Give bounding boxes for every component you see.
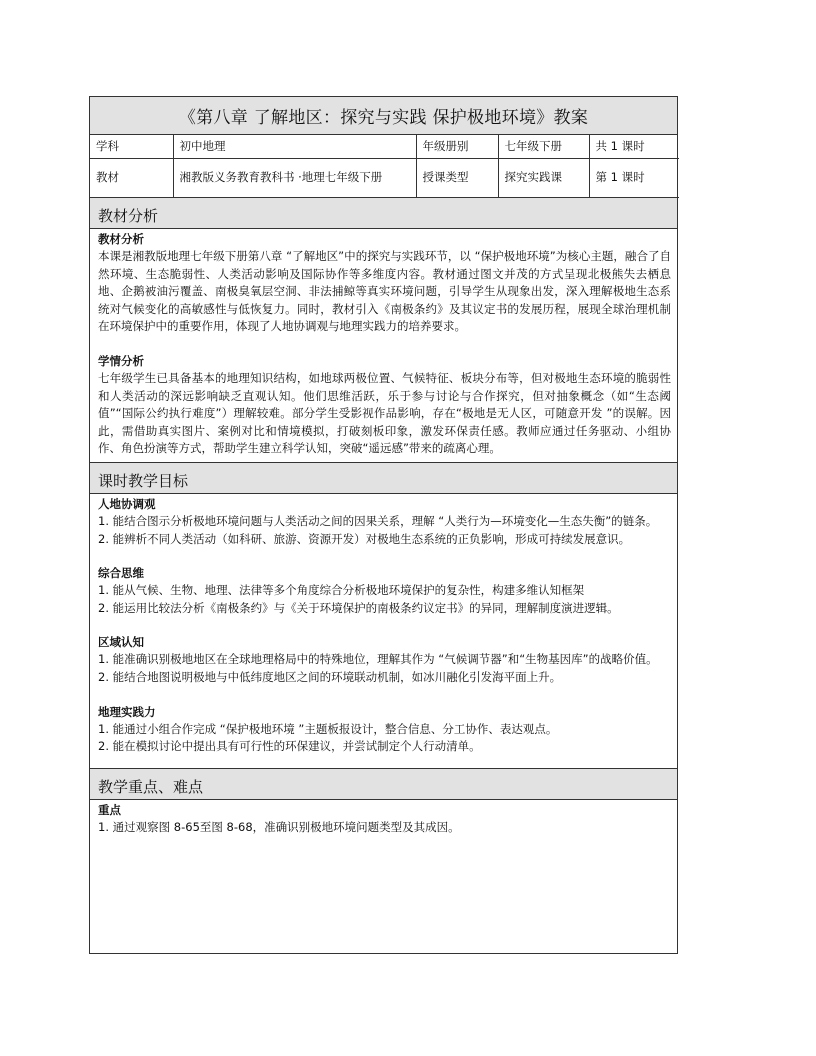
lesson-type-label: 授课类型 xyxy=(416,159,498,198)
goal-item: 1. 能通过小组合作完成 “保护极地环境 ”主题板报设计，整合信息、分工协作、表达观点。 xyxy=(98,721,558,736)
subheading: 教材分析 xyxy=(98,232,144,246)
goal-item: 1. 能准确识别极地地区在全球地理格局中的特殊地位，理解其作为 “气候调节器”和“生物基因库”的战略价值。 xyxy=(98,652,658,667)
current-period: 第 1 课时 xyxy=(589,159,679,198)
teaching-goals-section xyxy=(90,463,677,769)
lesson-plan-table xyxy=(89,96,678,954)
grade-label: 年级册别 xyxy=(416,135,498,159)
subject-value: 初中地理 xyxy=(173,135,416,159)
section-heading: 教学重点、难点 xyxy=(90,769,677,800)
goal-title: 地理实践力 xyxy=(98,704,156,719)
info-row-textbook xyxy=(90,159,679,198)
textbook-value: 湘教版义务教育教科书 ·地理七年级下册 xyxy=(173,159,416,198)
goal-title: 区域认知 xyxy=(98,635,144,650)
goal-item: 1. 能从气候、生物、地理、法律等多个角度综合分析极地环境保护的复杂性，构建多维认知框架 xyxy=(98,583,585,598)
textbook-label: 教材 xyxy=(90,159,173,198)
grade-value: 七年级下册 xyxy=(498,135,589,159)
info-row-subject xyxy=(90,135,679,159)
goal-item: 1. 能结合图示分析极地环境问题与人类活动之间的因果关系，理解 “人类行为—环境变化—生态失衡”的链条。 xyxy=(98,513,658,528)
goal-item: 2. 能辨析不同人类活动（如科研、旅游、资源开发）对极地生态系统的正负影响，形成可持续发展意识。 xyxy=(98,531,631,546)
key-difficult-points-section xyxy=(90,769,677,841)
goal-title: 人地协调观 xyxy=(98,496,156,511)
subheading: 重点 xyxy=(98,802,121,817)
paragraph: 七年级学生已具备基本的地理知识结构，如地球两极位置、气候特征、板块分布等，但对极地生态环境的脆弱性和人类活动的深远影响缺乏直观认知。他们思维活跃，乐于参与讨论与合作探究，但对抽象概念（如“生态阈值”“国际公约执行难度”）理解较难。部分学生受影视作品影响，存在“极地是无人区，可随意开发 ”的误解。因此，需借助真实图片、案例对比和情境模拟，打破刻板印象，激发环保责任感。教师应通过任务驱动、小组协作、角色扮演等方式，帮助学生建立科学认知，突破“遥远感”带来的疏离心理。 xyxy=(98,370,671,456)
lesson-type-value: 探究实践课 xyxy=(498,159,589,198)
document-title: 《第八章 了解地区：探究与实践 保护极地环境》教案 xyxy=(90,97,677,135)
key-point-item: 1. 通过观察图 8-65至图 8-68，准确识别极地环境问题类型及其成因。 xyxy=(98,819,460,834)
subject-label: 学科 xyxy=(90,135,173,159)
section-heading: 教材分析 xyxy=(90,198,677,229)
goal-item: 2. 能结合地图说明极地与中低纬度地区之间的环境联动机制，如冰川融化引发海平面上升。 xyxy=(98,669,562,684)
total-periods: 共 1 课时 xyxy=(589,135,679,159)
section-heading: 课时教学目标 xyxy=(90,463,677,494)
goal-item: 2. 能运用比较法分析《南极条约》与《关于环境保护的南极条约议定书》的异同，理解制度演进逻辑。 xyxy=(98,600,619,615)
course-info-table xyxy=(90,135,679,198)
paragraph: 本课是湘教版地理七年级下册第八章 “了解地区”中的探究与实践环节，以 “保护极地环境”为核心主题，融合了自然环境、生态脆弱性、人类活动影响及国际协作等多维度内容。教材通过图文并茂的方式呈现北极熊失去栖息地、企鹅被油污覆盖、南极臭氧层空洞、非法捕鲸等真实环境问题，引导学生从现象出发，深入理解极地生态系统对气候变化的高敏感性与低恢复力。同时，教材引入《南极条约》及其议定书的发展历程，展现全球治理机制在环境保护中的重要作用，体现了人地协调观与地理实践力的培养要求。 xyxy=(98,249,671,334)
subheading: 学情分析 xyxy=(98,353,144,368)
textbook-analysis-section xyxy=(90,198,677,463)
goal-item: 2. 能在模拟讨论中提出具有可行性的环保建议，并尝试制定个人行动清单。 xyxy=(98,739,481,754)
goal-title: 综合思维 xyxy=(98,566,144,581)
